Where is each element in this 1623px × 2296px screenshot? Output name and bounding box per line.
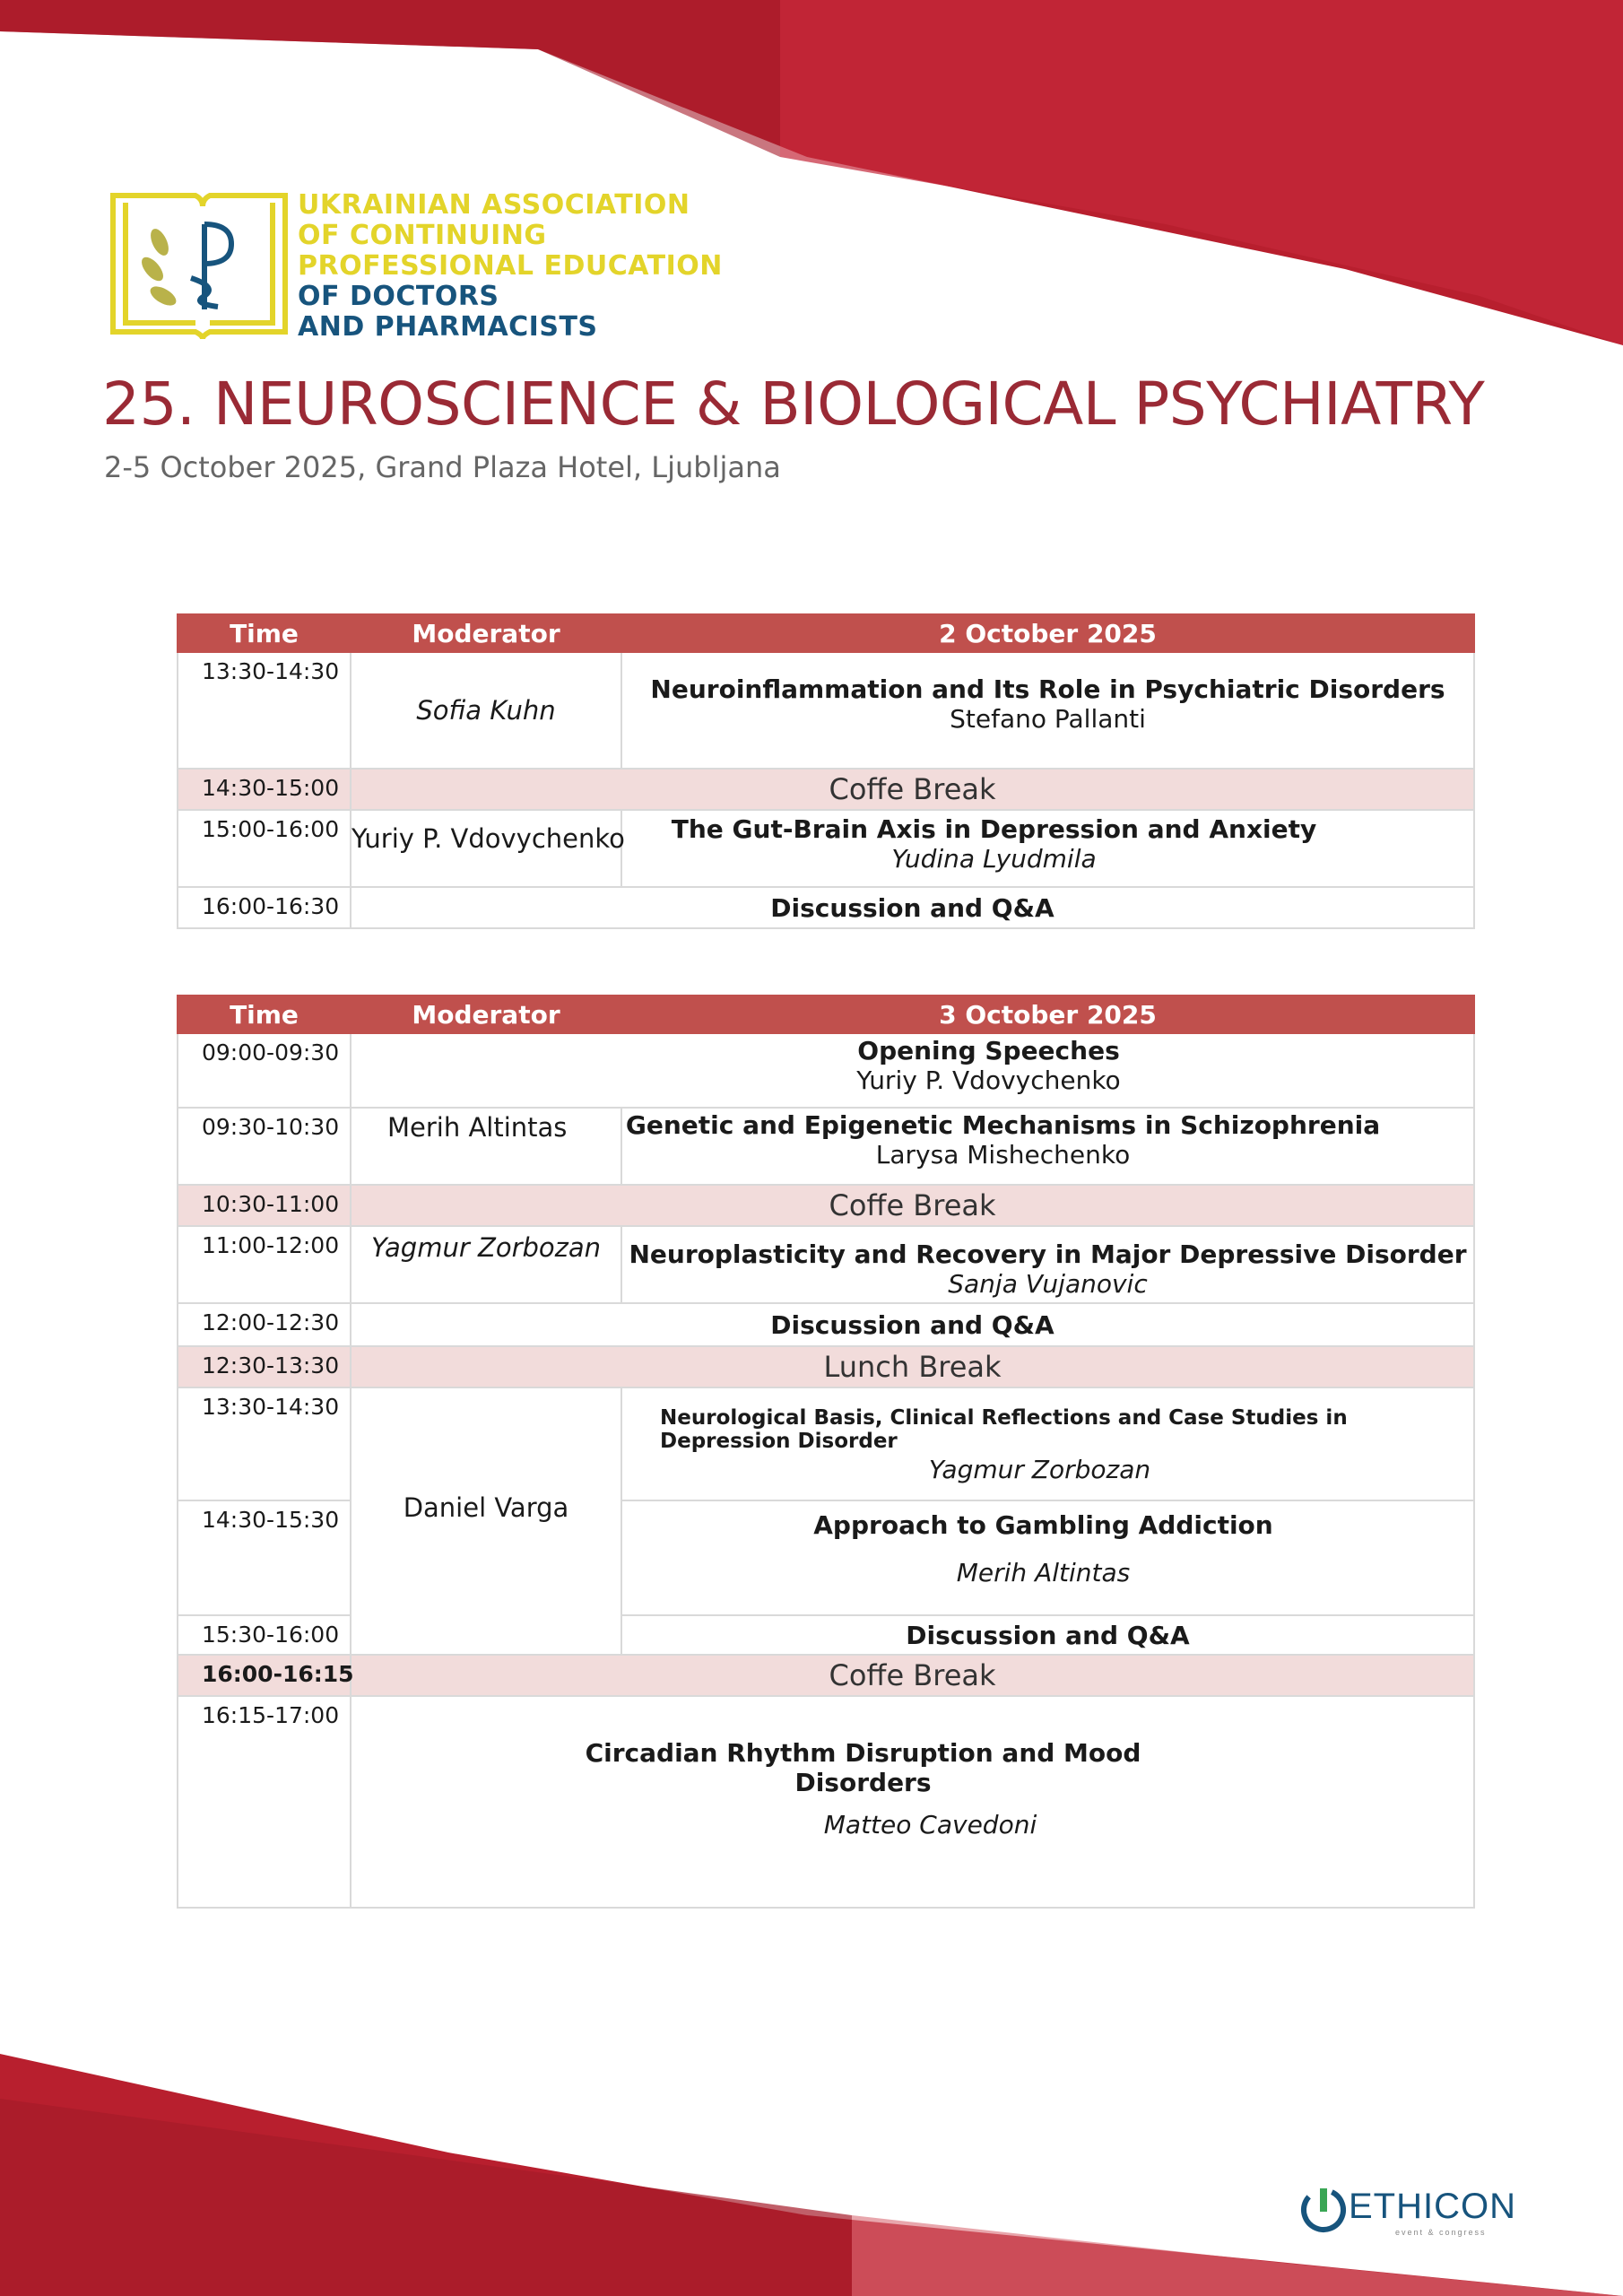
time-cell: 13:30-14:30 (178, 1387, 351, 1500)
session-cell (621, 652, 1474, 769)
association-name-line: OF DOCTORS (298, 281, 499, 312)
session-speaker: Merih Altintas (956, 1558, 1131, 1587)
ethicon-logo (1297, 2181, 1516, 2244)
time-cell: 10:30-11:00 (178, 1185, 351, 1226)
association-name-line: AND PHARMACISTS (298, 311, 598, 343)
discussion-cell: Discussion and Q&A (621, 1615, 1474, 1655)
time-cell: 09:00-09:30 (178, 1033, 351, 1108)
session-speaker: Yudina Lyudmila (891, 844, 1097, 874)
session-title: Disorders (794, 1768, 932, 1797)
break-cell: Lunch Break (351, 1346, 1474, 1387)
session-title: The Gut-Brain Axis in Depression and Anxiety (671, 814, 1317, 844)
break-cell: Coffe Break (351, 1655, 1474, 1696)
table-row (178, 1655, 1474, 1696)
session-title: Approach to Gambling Addiction (813, 1510, 1273, 1540)
session-speaker: Yagmur Zorbozan (928, 1455, 1151, 1484)
session-speaker: Matteo Cavedoni (823, 1810, 1037, 1839)
session-cell (351, 1033, 1474, 1108)
session-speaker: Sanja Vujanovic (948, 1269, 1148, 1299)
ethicon-wordmark: ETHICON (1349, 2187, 1516, 2226)
table-row (178, 1387, 1474, 1500)
table-row (178, 652, 1474, 769)
table-row (178, 1696, 1474, 1908)
time-cell: 15:00-16:00 (178, 810, 351, 887)
break-cell: Coffe Break (351, 769, 1474, 810)
table-header-row (178, 996, 1474, 1033)
break-cell: Coffe Break (351, 1185, 1474, 1226)
moderator-cell: Daniel Varga (351, 1387, 621, 1655)
moderator-cell: Yuriy P. Vdovychenko (351, 810, 621, 887)
association-name-line: UKRAINIAN ASSOCIATION (298, 189, 690, 221)
day2-schedule-table (177, 995, 1475, 1909)
session-cell (351, 1696, 1474, 1908)
event-subtitle: 2-5 October 2025, Grand Plaza Hotel, Ljubljana (104, 450, 781, 484)
session-title: Neuroplasticity and Recovery in Major Depressive Disorder (629, 1239, 1467, 1269)
time-cell: 15:30-16:00 (178, 1615, 351, 1655)
day1-schedule-table (177, 613, 1475, 929)
time-header: Time (178, 996, 351, 1033)
session-title: Opening Speeches (857, 1036, 1120, 1065)
table-row (178, 887, 1474, 928)
table-row (178, 1185, 1474, 1226)
moderator-header: Moderator (351, 996, 621, 1033)
session-title: Genetic and Epigenetic Mechanisms in Schizophrenia (625, 1110, 1381, 1140)
ethicon-tagline: event & congress (1395, 2228, 1487, 2237)
table-row (178, 1303, 1474, 1346)
session-speaker: Larysa Mishechenko (875, 1140, 1131, 1170)
time-cell: 13:30-14:30 (178, 652, 351, 769)
session-cell (621, 810, 1474, 887)
power-icon (1297, 2183, 1350, 2237)
session-title: Neurological Basis, Clinical Reflections and Case Studies in Depression Disorder (660, 1406, 1348, 1453)
session-cell (621, 1226, 1474, 1303)
table-row (178, 1033, 1474, 1108)
moderator-cell: Sofia Kuhn (351, 652, 621, 769)
moderator-cell: Merih Altintas (351, 1108, 621, 1185)
session-speaker: Stefano Pallanti (950, 704, 1146, 734)
moderator-cell: Yagmur Zorbozan (351, 1226, 621, 1303)
session-title: Neuroinflammation and Its Role in Psychiatric Disorders (650, 674, 1445, 704)
time-cell: 16:00-16:30 (178, 887, 351, 928)
discussion-cell: Discussion and Q&A (351, 887, 1474, 928)
time-cell: 14:30-15:30 (178, 1500, 351, 1615)
table-header-row (178, 614, 1474, 652)
discussion-cell: Discussion and Q&A (351, 1303, 1474, 1346)
time-cell: 12:30-13:30 (178, 1346, 351, 1387)
session-title: Circadian Rhythm Disruption and Mood (585, 1738, 1141, 1768)
session-speaker: Yuriy P. Vdovychenko (856, 1065, 1121, 1095)
session-cell (621, 1108, 1474, 1185)
table-row (178, 1108, 1474, 1185)
table-row (178, 810, 1474, 887)
association-name-line: OF CONTINUING (298, 220, 547, 251)
association-name-line: PROFESSIONAL EDUCATION (298, 250, 723, 282)
event-title: 25. NEUROSCIENCE & BIOLOGICAL PSYCHIATRY (102, 370, 1485, 439)
session-cell (621, 1387, 1474, 1500)
time-cell: 14:30-15:00 (178, 769, 351, 810)
date-header: 3 October 2025 (621, 996, 1474, 1033)
moderator-header: Moderator (351, 614, 621, 652)
time-header: Time (178, 614, 351, 652)
table-row (178, 1226, 1474, 1303)
time-cell: 16:00-16:15 (178, 1655, 351, 1696)
time-cell: 11:00-12:00 (178, 1226, 351, 1303)
date-header: 2 October 2025 (621, 614, 1474, 652)
session-cell (621, 1500, 1474, 1615)
table-row (178, 1346, 1474, 1387)
time-cell: 09:30-10:30 (178, 1108, 351, 1185)
time-cell: 12:00-12:30 (178, 1303, 351, 1346)
association-name (298, 190, 723, 343)
time-cell: 16:15-17:00 (178, 1696, 351, 1908)
table-row (178, 769, 1474, 810)
